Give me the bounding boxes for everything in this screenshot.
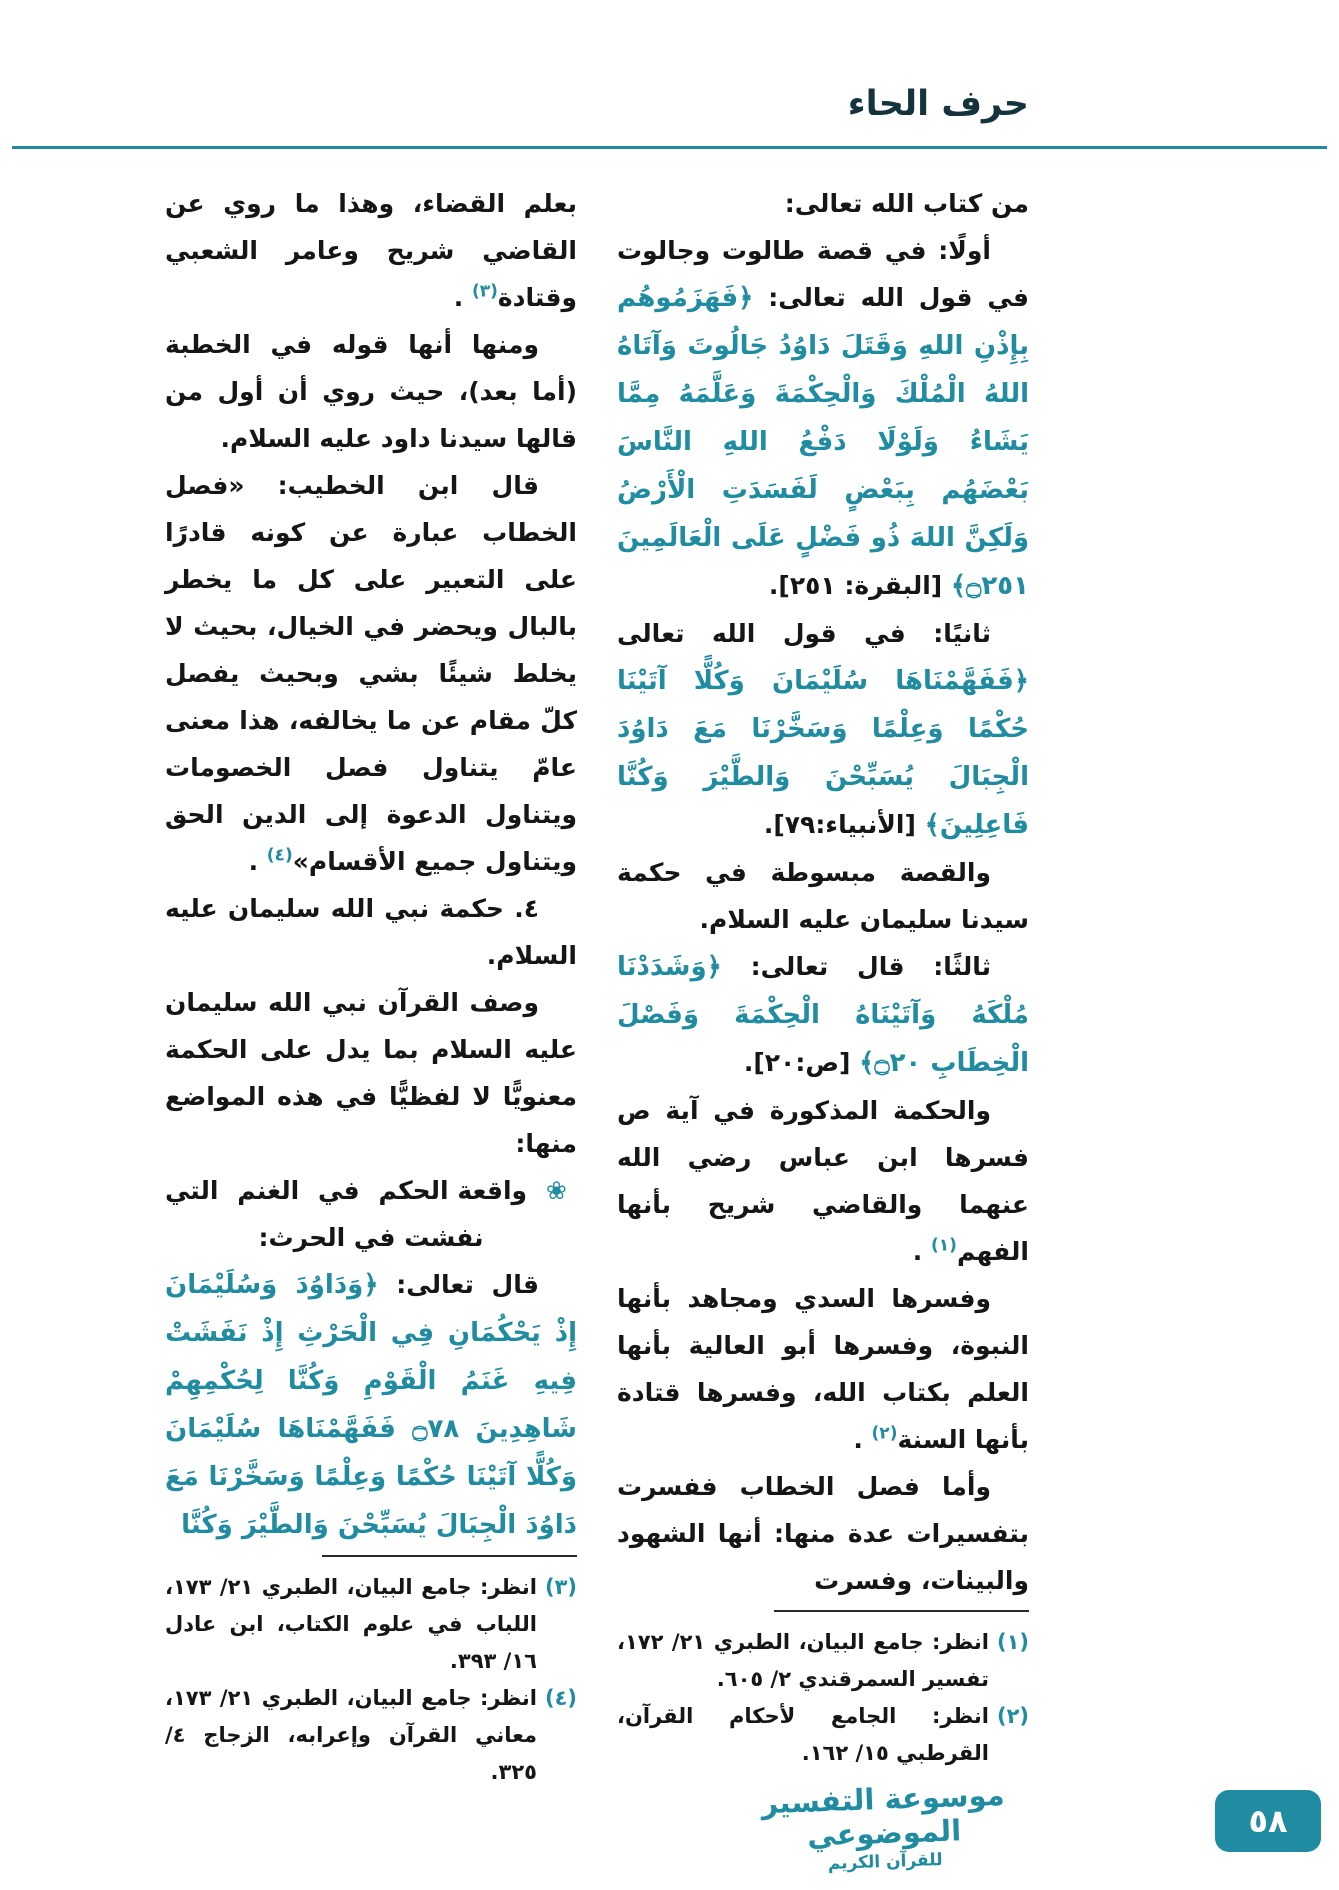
paragraph (165, 885, 577, 979)
quran-verse: ﴿وَشَدَدْنَا مُلْكَهُ وَآتَيْنَاهُ الْحِكْمَةَ وَفَصْلَ الْخِطَابِ ۝٢٠﴾ (617, 952, 1029, 1078)
body-text: والحكمة المذكورة في آية ص فسرها ابن عباس رضي الله عنهما والقاضي شريح بأنها الفهم (617, 1096, 1029, 1266)
paragraph-lead: أولًا: (938, 236, 991, 265)
body-text: قال ابن الخطيب: «فصل الخطاب عبارة عن كونه قادرًا على التعبير على كل ما يخطر بالبال ويحضر في الخيال، بحيث لا يخلط شيئًا بشي وبحيث يفصل كلّ مقام عن ما يخالفه، هذا معنى عامّ يتناول فصل الخصومات ويتناول الدعوة إلى الدين الحق ويتناول جميع الأقسام» (165, 471, 577, 876)
quran-verse: ﴿فَهَزَمُوهُم بِإِذْنِ اللهِ وَقَتَلَ دَاوُدُ جَالُوتَ وَآتَاهُ اللهُ الْمُلْكَ وَالْحِكْمَةَ وَعَلَّمَهُ مِمَّا يَشَاءُ وَلَوْلَا دَفْعُ اللهِ النَّاسَ بَعْضَهُم بِبَعْضٍ لَفَسَدَتِ الْأَرْضُ وَلَكِنَّ اللهَ ذُو فَضْلٍ عَلَى الْعَالَمِينَ ۝٢٥١﴾ (617, 283, 1029, 601)
footnote-marker: (١) (930, 1235, 957, 1256)
paragraph (617, 1275, 1029, 1463)
body-text: ومنها أنها قوله في الخطبة (أما بعد)، حيث روي أن أول من قالها سيدنا داود عليه السلام. (165, 330, 577, 453)
body-text: . (853, 1425, 872, 1454)
footnote-list-left (165, 1569, 577, 1791)
footnote-number: (٣) (544, 1575, 577, 1599)
body-text: ٤. حكمة نبي الله سليمان عليه السلام. (165, 894, 577, 970)
body-text: قال تعالى: (721, 952, 934, 981)
emblem-subtitle: للقرآن الكريم (827, 1849, 943, 1874)
page-number: ٥٨ (1248, 1802, 1288, 1840)
page-number-badge (1215, 1790, 1321, 1852)
footnote-divider (774, 1610, 1029, 1612)
flower-bullet-icon: ❀ (527, 1176, 577, 1205)
paragraph (165, 979, 577, 1167)
paragraph-lead: ثالثًا: (933, 952, 991, 981)
paragraph (165, 1261, 577, 1549)
paragraph (165, 180, 577, 321)
footnote (165, 1569, 577, 1680)
footnotes-left (165, 1549, 577, 1791)
footnote-marker: (٤) (266, 845, 293, 866)
verse-reference: [الأنبياء:٧٩]. (763, 810, 925, 839)
footnote-text: انظر: جامع البيان، الطبري ٢١/ ١٧٢، تفسير السمرقندي ٢/ ٦٠٥. (617, 1630, 989, 1691)
footnote-number: (٤) (544, 1686, 577, 1710)
body-text: وأما فصل الخطاب ففسرت بتفسيرات عدة منها: أنها الشهود والبينات، وفسرت (617, 1472, 1029, 1595)
body-text: في قول الله تعالى (617, 619, 934, 648)
paragraph (617, 1087, 1029, 1275)
body-text: بعلم القضاء، وهذا ما روي عن القاضي شريح وعامر الشعبي وقتادة (165, 189, 577, 312)
body-text: وصف القرآن نبي الله سليمان عليه السلام بما يدل على الحكمة معنويًّا لا لفظيًّا في هذه المواضع منها: (165, 988, 577, 1158)
paragraph (617, 610, 1029, 849)
paragraph-lead: ثانيًا: (933, 619, 991, 648)
footnote (617, 1624, 1029, 1698)
body-text: قال تعالى: (378, 1270, 540, 1299)
body-text: . (453, 283, 472, 312)
body-text: من كتاب الله تعالى: (784, 189, 1029, 218)
column-right (617, 180, 1029, 1765)
column-right-body (617, 180, 1029, 1604)
footnote-text: انظر: الجامع لأحكام القرآن، القرطبي ١٥/ ١٦٢. (617, 1704, 989, 1765)
body-text: . (248, 847, 267, 876)
quran-verse: ﴿وَدَاوُدَ وَسُلَيْمَانَ إِذْ يَحْكُمَانِ فِي الْحَرْثِ إِذْ نَفَشَتْ فِيهِ غَنَمُ الْقَوْمِ وَكُنَّا لِحُكْمِهِمْ شَاهِدِينَ ۝٧٨ فَفَهَّمْنَاهَا سُلَيْمَانَ وَكُلًّا آتَيْنَا حُكْمًا وَعِلْمًا وَسَخَّرْنَا مَعَ دَاوُدَ الْجِبَالَ يُسَبِّحْنَ وَالطَّيْرَ وَكُنَّا (165, 1270, 578, 1540)
page-content (165, 180, 1029, 1784)
paragraph (617, 1463, 1029, 1604)
paragraph (617, 943, 1029, 1087)
body-text: في قصة طالوت وجالوت في قول الله تعالى: (617, 236, 1029, 312)
verse-reference: [ص:٢٠]. (743, 1048, 860, 1077)
chapter-header-title: حرف الحاء (847, 84, 1029, 124)
column-left (165, 180, 578, 1784)
header-divider (12, 146, 1327, 149)
emblem-title: موسوعة التفسير الموضوعي (760, 1777, 1006, 1853)
body-text: والقصة مبسوطة في حكمة سيدنا سليمان عليه السلام. (617, 858, 1029, 934)
publisher-emblem (757, 1778, 1010, 1879)
paragraph (165, 462, 577, 885)
paragraph (617, 180, 1029, 227)
footnote-marker: (٣) (471, 281, 498, 302)
footnote-divider (322, 1555, 577, 1557)
verse-reference: [البقرة: ٢٥١]. (768, 571, 951, 600)
column-left-body (165, 180, 577, 1549)
body-text: واقعة الحكم في الغنم التي نفشت في الحرث: (165, 1176, 528, 1252)
footnote (617, 1698, 1029, 1772)
paragraph (165, 321, 577, 462)
footnote-marker: (٢) (871, 1423, 898, 1444)
footnotes-right (617, 1604, 1029, 1772)
body-text: . (912, 1237, 931, 1266)
footnote-text: انظر: جامع البيان، الطبري ٢١/ ١٧٣، اللباب في علوم الكتاب، ابن عادل ١٦/ ٣٩٣. (165, 1575, 537, 1673)
footnote-number: (١) (996, 1630, 1029, 1654)
body-text: وفسرها السدي ومجاهد بأنها النبوة، وفسرها أبو العالية بأنها العلم بكتاب الله، وفسرها قتادة بأنها السنة (617, 1284, 1029, 1454)
footnote-list-right (617, 1624, 1029, 1772)
quran-verse: ﴿فَفَهَّمْنَاهَا سُلَيْمَانَ وَكُلًّا آتَيْنَا حُكْمًا وَعِلْمًا وَسَخَّرْنَا مَعَ دَاوُدَ الْجِبَالَ يُسَبِّحْنَ وَالطَّيْرَ وَكُنَّا فَاعِلِينَ﴾ (617, 666, 1029, 840)
paragraph (617, 849, 1029, 943)
footnote-text: انظر: جامع البيان، الطبري ٢١/ ١٧٣، معاني القرآن وإعرابه، الزجاج ٤/ ٣٢٥. (165, 1686, 537, 1784)
footnote-number: (٢) (996, 1704, 1029, 1728)
paragraph (165, 1167, 577, 1261)
footnote (165, 1680, 577, 1791)
paragraph (617, 227, 1029, 610)
